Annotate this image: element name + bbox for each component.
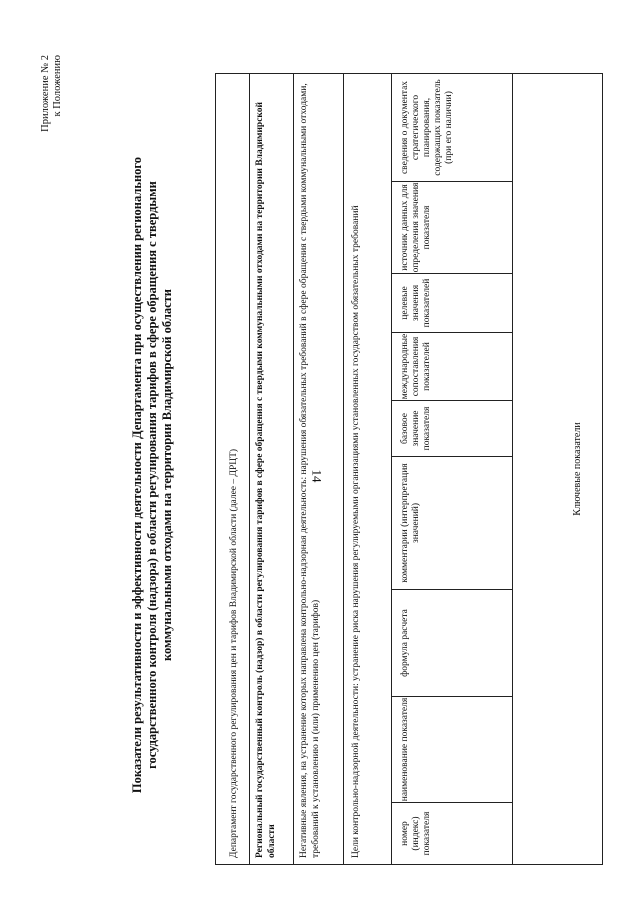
title-line-1: Показатели результативности и эффективности деятельности Департамента при осуществлении регионального [130, 156, 144, 794]
title-line-2: государственного контроля (надзора) в области регулирования тарифов в сфере обращения с твердыми [145, 181, 159, 769]
department-row: Департамент государственного регулирования цен и тарифов Владимирской области (далее – ДРЦТ) [216, 74, 250, 864]
col-name: наименование показателя [392, 696, 513, 802]
col-international: международные сопоставления показателей [392, 332, 513, 400]
appendix-note [40, 55, 64, 132]
indicators-table [215, 73, 603, 865]
goals-row: Цели контрольно-надзорной деятельности: устранение риска нарушения регулируемыми организациями установленных государством обязательных требований [344, 74, 392, 864]
col-formula: формула расчета [392, 589, 513, 696]
col-target-values: целевые значения показателей [392, 273, 513, 332]
appendix-line-2: к Положению [52, 55, 63, 117]
col-strategic-docs: сведения о документах стратегического планирования, содержащих показатель (при его наличии) [400, 79, 454, 176]
negative-phenomena-row: Негативные явления, на устранение которых направлена контрольно-надзорная деятельность: нарушения обязательных требований в сфере обращения с твердыми коммунальными отходами, требований к установлению и (или) применению цен (тарифов) [294, 74, 344, 864]
col-data-source: источник данных для определения значения показателя [392, 181, 513, 273]
appendix-line-1: Приложение № 2 [40, 55, 51, 132]
col-index: номер (индекс) показателя [392, 802, 513, 864]
col-base-value: базовое значение показателя [392, 400, 513, 456]
control-type-row: Региональный государственный контроль (надзор) в области регулирования тарифов в сфере обращения с твердыми коммунальными отходами на территории Владимирской области [250, 74, 294, 864]
document-title [130, 155, 175, 795]
page-number: 14 [309, 469, 325, 483]
col-comments: комментарии (интерпретация значений) [392, 456, 513, 589]
header-row [392, 74, 513, 864]
title-line-3: коммунальными отходами на территории Владимирской области [160, 289, 174, 661]
key-indicators-label: Ключевые показатели [572, 422, 583, 516]
